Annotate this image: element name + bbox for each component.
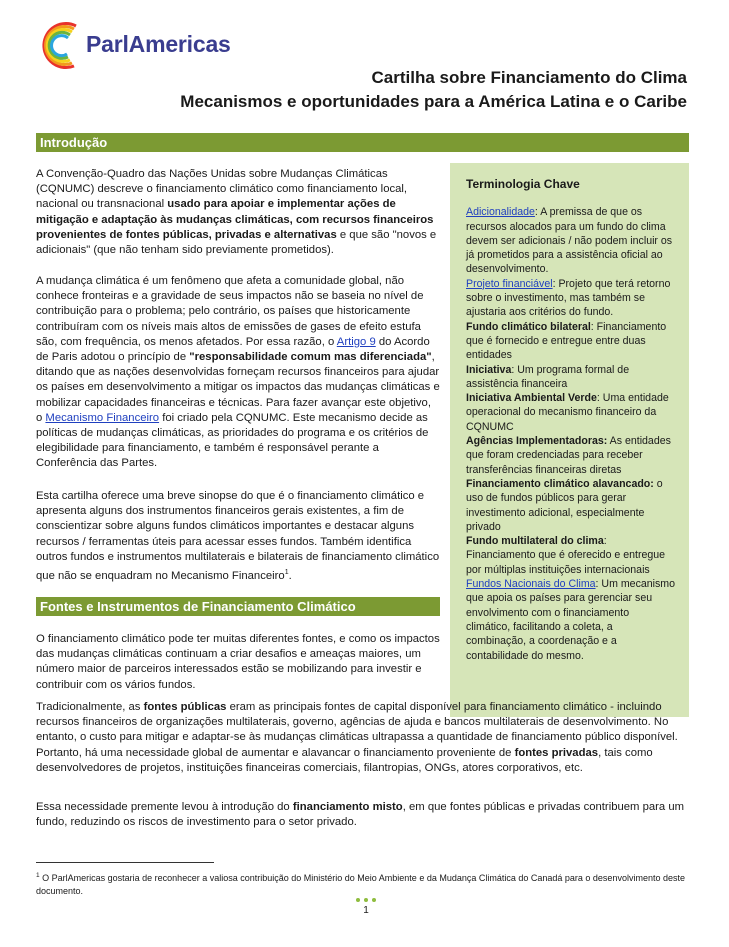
- text-run: , ditando que as nações desenvolvidas forneçam recursos financeiros para ajudar os países em desenvolvimento a mitigar os impactos das mudanças climáticas e mobilizar capacidades financeiras e técnicas. Para fazer avançar este objetivo, o: [36, 351, 440, 424]
- intro-paragraph-3: [36, 489, 440, 584]
- term-definition: : Uma entidade operacional do mecanismo financeiro da CQNUMC: [466, 392, 669, 433]
- term-definition: As entidades que foram credenciadas para receber transferências financeiras diretas: [466, 435, 671, 476]
- document-title: Cartilha sobre Financiamento do Clima: [371, 68, 687, 87]
- intro-paragraph-2: [36, 274, 440, 472]
- bold-run: fontes privadas: [514, 746, 599, 759]
- term-entry: [466, 391, 675, 434]
- text-run: Essa necessidade premente levou à introdução do: [36, 801, 293, 813]
- text-run: eram as principais fontes de capital disponível para financiamento climático - incluindo recursos financeiros de organizações multilaterais, governo, agências de ajuda e bancos multilaterais de desenvolvimento. No entanto, o custo para mitigar e adaptar-se às mudanças climáticas ultrapassa a quantidade de financiamento público disponível. Portanto, há uma necessidade global de aumentar e alavancar o financiamento proveniente de: [36, 701, 678, 759]
- text-run: , tais como desenvolvedores de projetos, instituições financeiras comerciais, filantropias, ONGs, atores corporativos, etc.: [36, 746, 653, 774]
- footnote-ref[interactable]: 1: [284, 569, 289, 577]
- term-entry: [466, 534, 675, 577]
- text-run: , em que fontes públicas e privadas contribuem para um fundo, reduzindo os riscos de investimento para o setor privado.: [36, 801, 685, 829]
- text-run: Esta cartilha oferece uma breve sinopse do que é o financiamento climático e apresenta alguns dos instrumentos financeiros gerais existentes, a fim de conscientizar sobre alguns fundos climáticos importantes e destacar alguns recursos / ferramentas úteis para acessar esses fundos. Também identifica outros fundos e instrumentos multilaterais e bilaterais de financiamento climático que não se enquadram no Mecanismo Financeiro: [36, 490, 440, 582]
- rainbow-arc-icon: [36, 18, 86, 70]
- section-heading-sources: Fontes e Instrumentos de Financiamento Climático: [36, 597, 440, 616]
- link-artigo-9[interactable]: Artigo 9: [336, 335, 376, 348]
- bold-run: financiamento misto: [292, 801, 403, 813]
- sources-paragraph-3: [36, 800, 690, 830]
- term-entry: [466, 363, 675, 392]
- document-subtitle: Mecanismos e oportunidades para a América Latina e o Caribe: [180, 92, 687, 111]
- term-name[interactable]: Adicionalidade: [466, 206, 535, 219]
- link-mecanismo-financeiro[interactable]: Mecanismo Financeiro: [45, 411, 160, 424]
- term-definition: o uso de fundos públicos para gerar investimento adicional, especialmente privado: [466, 477, 663, 533]
- term-entry: [466, 477, 675, 534]
- text-run: A Convenção-Quadro das Nações Unidas sobre Mudanças Climáticas (CQNUMC) descreve o financiamento climático como financiamento local, nacional ou transnacional: [36, 168, 408, 211]
- text-run: foi criado pela CQNUMC. Este mecanismo decide as políticas de mudanças climáticas, as prioridades do programa e os critérios de elegibilidade para financiamento, e também é responsável perante a Conferência das Partes.: [36, 411, 429, 470]
- footnote-marker: 1: [36, 872, 40, 879]
- text-run: Tradicionalmente, as: [36, 701, 144, 713]
- bold-run: "responsabilidade comum mas diferenciada": [189, 351, 432, 364]
- term-definition: : Financiamento que é fornecido e entregue entre duas entidades: [466, 320, 667, 362]
- intro-paragraph-1: [36, 167, 438, 258]
- text-run: e que são "novos e adicionais" (que não tenham sido previamente prometidos).: [36, 228, 437, 257]
- section-heading-introduction: Introdução: [36, 133, 689, 152]
- sidebar-heading: Terminologia Chave: [466, 177, 580, 191]
- term-name: Financiamento climático alavancado:: [466, 477, 654, 490]
- text-run: do Acordo de Paris adotou o princípio de: [36, 335, 430, 364]
- term-name[interactable]: Projeto financiável: [466, 277, 553, 290]
- term-entry: [466, 320, 675, 363]
- term-name: Fundo multilateral do clima: [466, 535, 604, 548]
- term-entry: [466, 434, 675, 477]
- term-definition: : Um mecanismo que apoia os países para gerenciar seu envolvimento com o financiamento climático, facilitando a coleta, a combinação, a coordenação e a contabilidade do mesmo.: [466, 578, 676, 662]
- term-definition: : A premissa de que os recursos alocados para um fundo do clima devem ser adicionais / não podem incluir os já prometidos para a assistência oficial ao desenvolvimento.: [466, 206, 673, 276]
- term-name: Fundo climático bilateral: [466, 320, 591, 333]
- footnote: [36, 870, 686, 897]
- term-name: Iniciativa: [466, 363, 512, 376]
- term-entry: [466, 577, 675, 663]
- bold-run: fontes públicas: [143, 701, 227, 713]
- text-run: .: [288, 569, 292, 582]
- term-name: Agências Implementadoras:: [466, 435, 608, 448]
- terms-list: [466, 205, 675, 663]
- term-definition: : Um programa formal de assistência financeira: [466, 363, 630, 390]
- parlamericas-logo: [36, 18, 236, 74]
- bold-run: usado para apoiar e implementar ações de mitigação e adaptação às mudanças climáticas, com recursos financeiros provenientes de fontes públicas, privadas e alternativas: [36, 198, 434, 241]
- footnote-text: O ParlAmericas gostaria de reconhecer a valiosa contribuição do Ministério do Meio Ambiente e da Mudança Climática do Canadá para o desenvolvimento deste documento.: [36, 873, 685, 896]
- term-definition: : Financiamento que é oferecido e entregue por múltiplas instituições internacionais: [466, 535, 666, 576]
- term-entry: [466, 277, 675, 320]
- term-definition: : Projeto que terá retorno sobre o investimento, mas também se ajustaria aos critérios do fundo.: [466, 277, 671, 319]
- sources-paragraph-1: O financiamento climático pode ter muitas diferentes fontes, e como os impactos das mudanças climáticas continuam a criar desafios e ameaças maiores, um número maior de parceiros interessados estão se mobilizando para investir e contribuir com os vários fundos.: [36, 633, 440, 691]
- logo-text: ParlAmericas: [86, 31, 231, 57]
- footnote-divider: [36, 862, 214, 863]
- term-name[interactable]: Fundos Nacionais do Clima: [466, 578, 596, 591]
- key-terminology-box: [450, 163, 689, 717]
- term-name: Iniciativa Ambiental Verde: [466, 392, 597, 405]
- page-dots-icon: [355, 898, 377, 904]
- page-number: 1: [363, 905, 369, 916]
- text-run: A mudança climática é um fenômeno que afeta a comunidade global, não conhece fronteiras e a gravidade de seus impactos não se baseia no nível de contribuição para o problema; pelo contrário, os países que historicamente contribuíram com os níveis mais altos de emissões de gases de efeito estufa são, com frequência, os menos afetados. Por essa razão, o: [36, 275, 424, 348]
- sources-paragraph-2: [36, 700, 690, 776]
- term-entry: [466, 205, 675, 276]
